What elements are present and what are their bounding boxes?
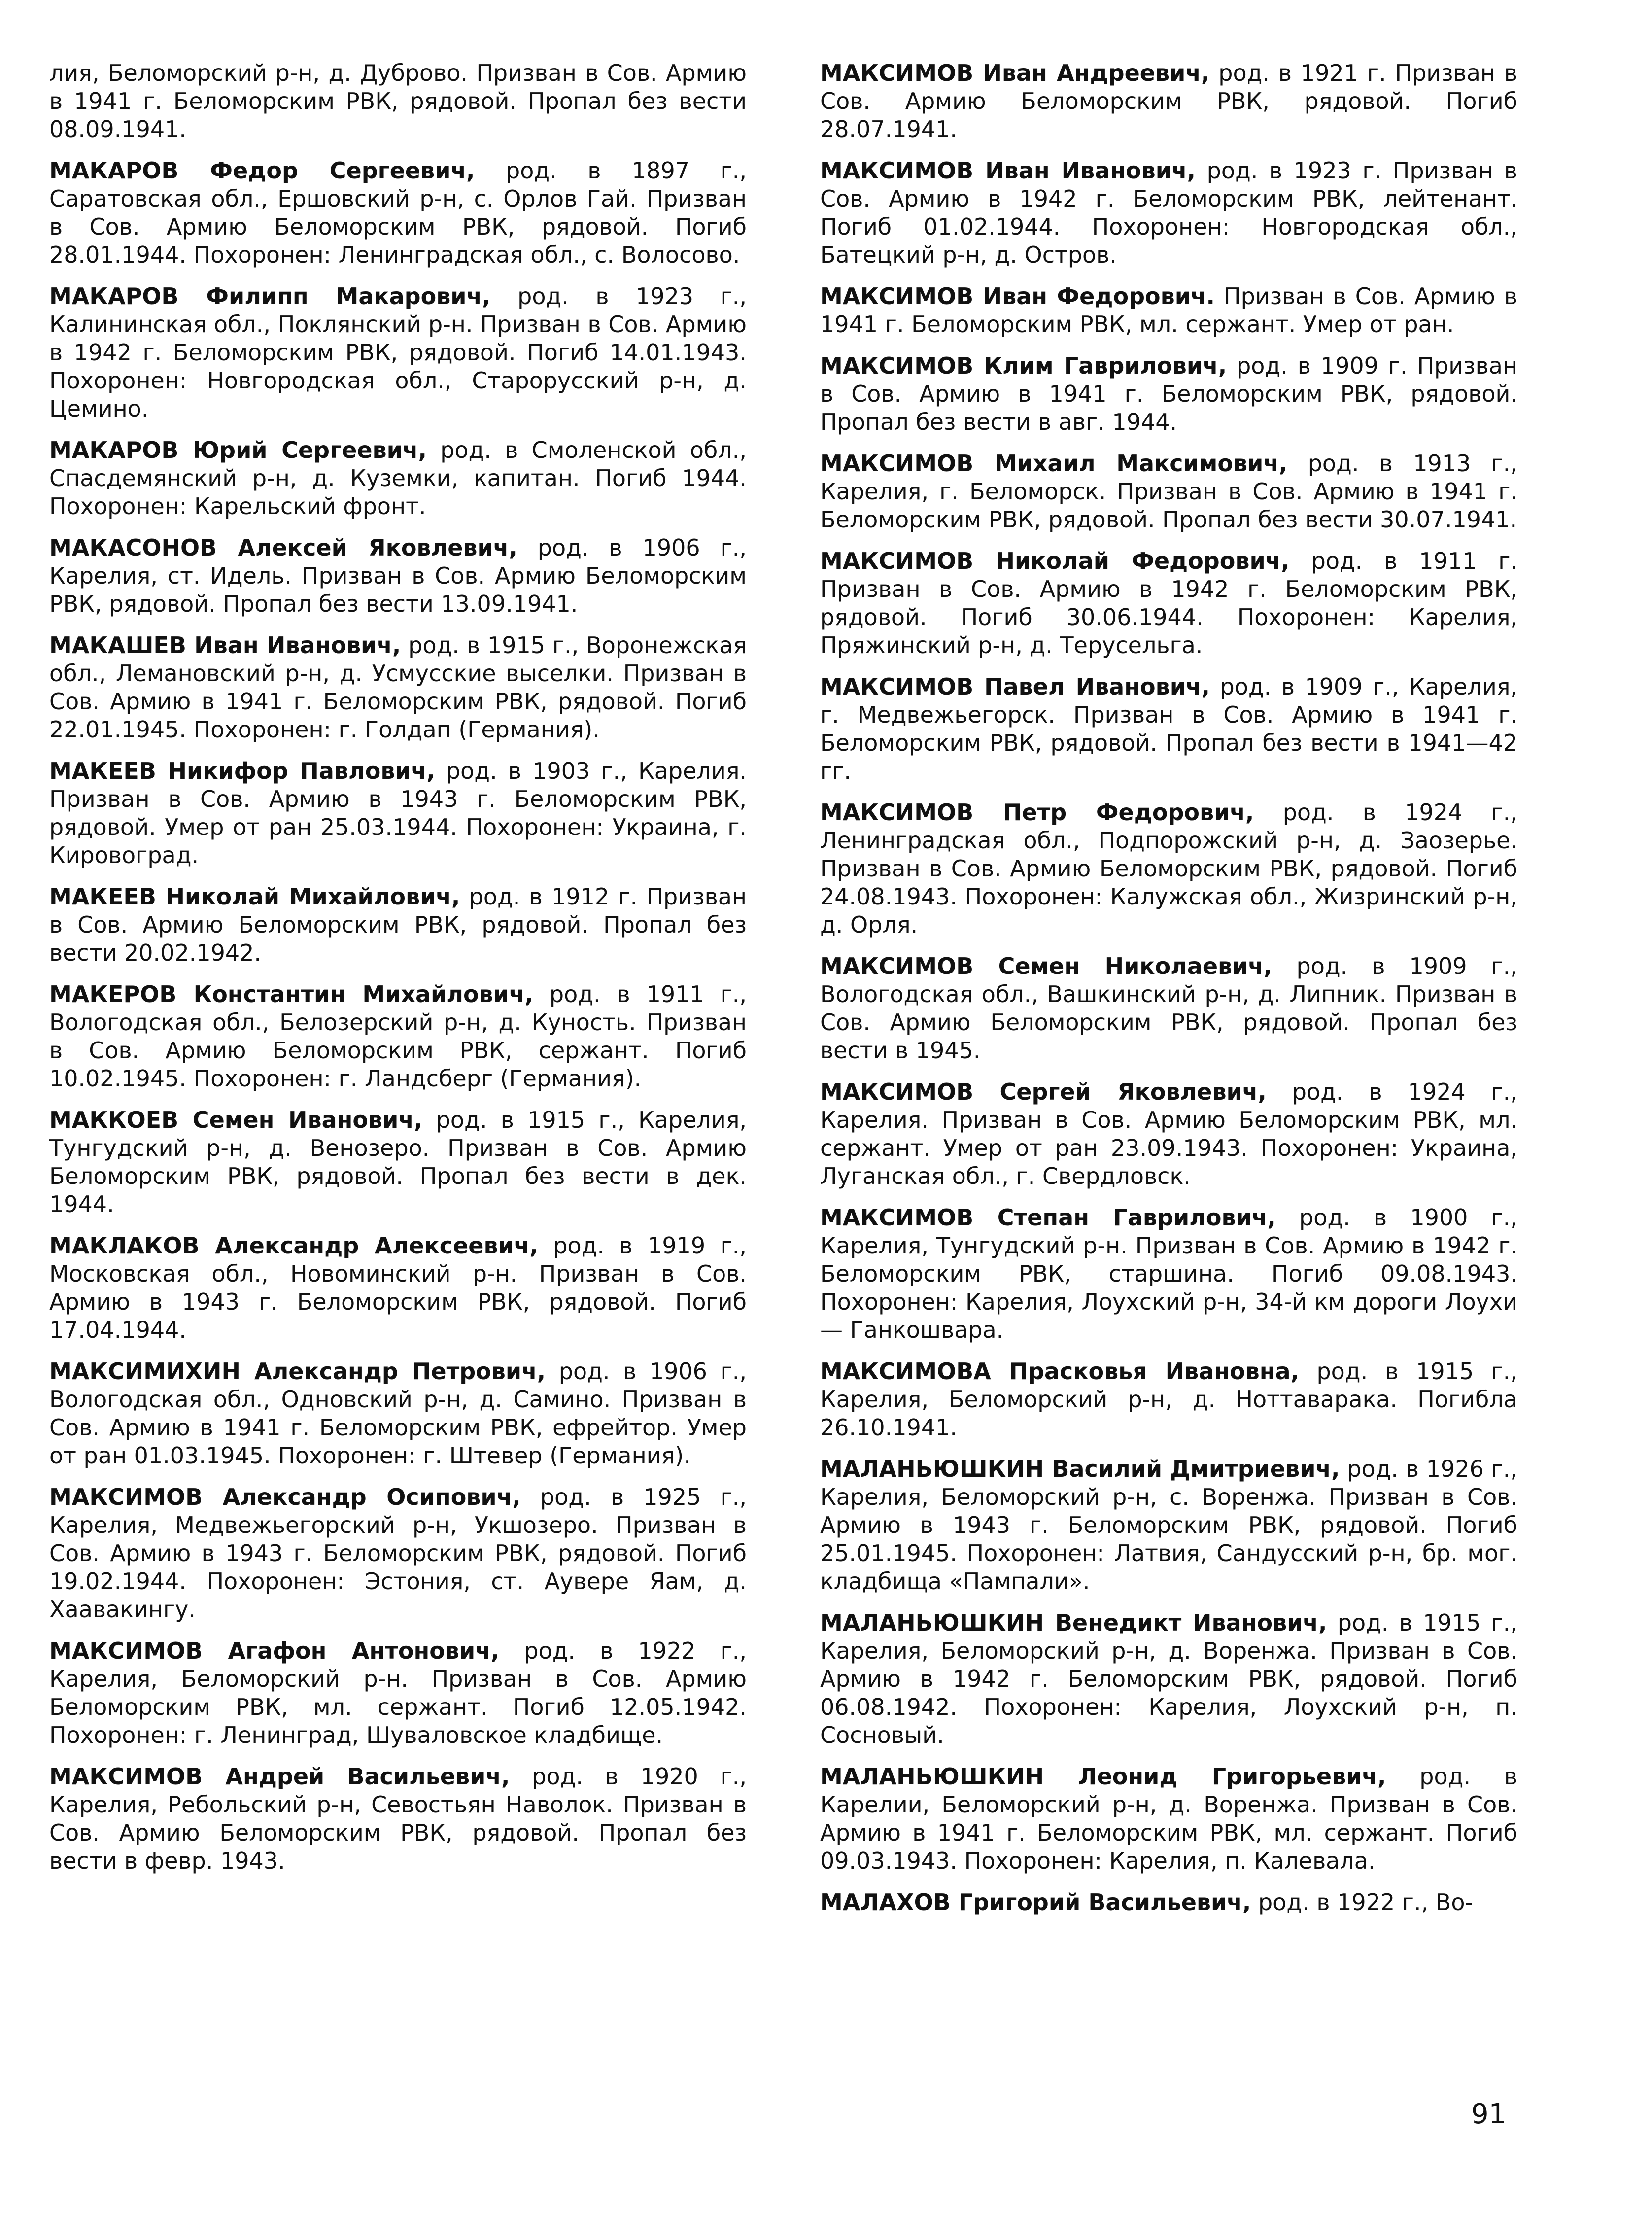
entry-text: род. в 1920 г., Карелия, Ребольский р-н, Севостьян Наволок. Призван в Сов. Армию Беломорским РВК, рядовой. Пропал без вести в февр. 1943.	[49, 1763, 747, 1874]
left-column	[49, 59, 747, 1888]
entry	[820, 952, 1517, 1065]
entry	[49, 1357, 747, 1470]
entry-text: род. в 1926 г., Карелия, Беломорский р-н, с. Воренжа. Призван в Сов. Армию в 1943 г. Беломорским РВК, рядовой. Погиб 25.01.1945. Похоронен: Латвия, Сандусский р-н, бр. мог. кладбища «Пампали».	[820, 1456, 1517, 1595]
entry-text: род. в 1921 г. Призван в Сов. Армию Беломорским РВК, рядовой. Погиб 28.07.1941.	[820, 60, 1517, 142]
entry-name: МАЛАНЬЮШКИН Василий Дмитриевич,	[820, 1456, 1340, 1482]
entry-text: род. в 1924 г., Карелия. Призван в Сов. Армию Беломорским РВК, мл. сержант. Умер от ран 23.09.1943. Похоронен: Украина, Луганская обл., г. Свердловск.	[820, 1078, 1517, 1189]
entry-text: род. в 1915 г., Карелия, Тунгудский р-н, д. Венозеро. Призван в Сов. Армию Беломорским РВК, рядовой. Пропал без вести в дек. 1944.	[49, 1107, 747, 1217]
entry	[820, 1763, 1517, 1875]
entry	[49, 1232, 747, 1344]
entry-name: МАКСИМОВ Андрей Васильевич,	[49, 1763, 510, 1790]
entry	[820, 1609, 1517, 1749]
entry-text: род. в Карелии, Беломорский р-н, д. Воренжа. Призван в Сов. Армию в 1941 г. Беломорским РВК, мл. сержант. Погиб 09.03.1943. Похоронен: Карелия, п. Калевала.	[820, 1763, 1518, 1874]
entry-name: МАКСИМИХИН Александр Петрович,	[49, 1358, 546, 1385]
entry-name: МАКСИМОВ Степан Гаврилович,	[820, 1204, 1276, 1231]
entry-name: МАКСИМОВ Николай Федорович,	[820, 548, 1290, 574]
entry-text: род. в 1911 г., Вологодская обл., Белозерский р-н, д. Куность. Призван в Сов. Армию Беломорским РВК, сержант. Погиб 10.02.1945. Похоронен: г. Ландсберг (Германия).	[49, 981, 747, 1092]
entry-name: МАКСИМОВ Михаил Максимович,	[820, 450, 1288, 477]
entry	[820, 547, 1517, 660]
entry-text: род. в 1925 г., Карелия, Медвежьегорский р-н, Укшозеро. Призван в Сов. Армию в 1943 г. Беломорским РВК, рядовой. Погиб 19.02.1944. Похоронен: Эстония, ст. Аувере Яам, д. Хаавакингу.	[49, 1484, 747, 1623]
entry-text: род. в 1903 г., Карелия. Призван в Сов. Армию в 1943 г. Беломорским РВК, рядовой. Умер от ран 25.03.1944. Похоронен: Украина, г. Кировоград.	[49, 758, 747, 869]
entry-text: род. в 1915 г., Воронежская обл., Лемановский р-н, д. Усмусские выселки. Призван в Сов. Армию в 1941 г. Беломорским РВК, рядовой. Погиб 22.01.1945. Похоронен: г. Голдап (Германия).	[49, 632, 747, 743]
entry	[820, 1078, 1517, 1190]
entry	[820, 1888, 1517, 1916]
entry-text: род. в 1923 г., Калининская обл., Поклянский р-н. Призван в Сов. Армию в 1942 г. Беломорским РВК, рядовой. Погиб 14.01.1943. Похоронен: Новгородская обл., Старорусский р-н, д. Цемино.	[49, 283, 747, 422]
entry-name: МАКАРОВ Юрий Сергеевич,	[49, 437, 427, 463]
entry-name: МАКСИМОВ Иван Иванович,	[820, 157, 1196, 184]
entry-name: МАКСИМОВ Сергей Яковлевич,	[820, 1078, 1267, 1105]
entry-text: род. в 1897 г., Саратовская обл., Ершовский р-н, с. Орлов Гай. Призван в Сов. Армию Беломорским РВК, рядовой. Погиб 28.01.1944. Похоронен: Ленинградская обл., с. Волосово.	[49, 157, 747, 268]
entry-text: род. в 1911 г. Призван в Сов. Армию в 1942 г. Беломорским РВК, рядовой. Погиб 30.06.1944. Похоронен: Карелия, Пряжинский р-н, д. Терусельга.	[820, 548, 1517, 659]
entry	[820, 352, 1517, 436]
entry	[49, 1763, 747, 1875]
entry-name: МАКАРОВ Федор Сергеевич,	[49, 157, 475, 184]
entry-name: МАКСИМОВ Павел Иванович,	[820, 673, 1210, 700]
entry-text: род. в 1924 г., Ленинградская обл., Подпорожский р-н, д. Заозерье. Призван в Сов. Армию Беломорским РВК, рядовой. Погиб 24.08.1943. Похоронен: Калужская обл., Жизринский р-н, д. Орля.	[820, 799, 1517, 938]
entry-text: род. в 1922 г., Во-	[1251, 1889, 1474, 1915]
entry-name: МАКАШЕВ Иван Иванович,	[49, 632, 401, 659]
entry-name: МАКАРОВ Филипп Макарович,	[49, 283, 491, 310]
entry	[49, 59, 747, 143]
entry	[49, 1483, 747, 1624]
entry-text: род. в 1906 г., Карелия, ст. Идель. Призван в Сов. Армию Беломорским РВК, рядовой. Пропал без вести 13.09.1941.	[49, 534, 747, 617]
entry-text: род. в 1906 г., Вологодская обл., Одновский р-н, д. Самино. Призван в Сов. Армию в 1941 г. Беломорским РВК, ефрейтор. Умер от ран 01.03.1945. Похоронен: г. Штевер (Германия).	[49, 1358, 747, 1469]
entry-name: МАКСИМОВ Иван Федорович.	[820, 283, 1215, 310]
entry-name: МАКСИМОВ Петр Федорович,	[820, 799, 1254, 826]
entry-name: МАКЕЕВ Никифор Павлович,	[49, 758, 435, 784]
entry	[49, 436, 747, 521]
entry-text: род. в 1909 г., Карелия, г. Медвежьегорск. Призван в Сов. Армию в 1941 г. Беломорским РВК, рядовой. Пропал без вести в 1941—42 гг.	[820, 673, 1518, 784]
entry-name: МАКАСОНОВ Алексей Яковлевич,	[49, 534, 517, 561]
entry-name: МАККОЕВ Семен Иванович,	[49, 1107, 423, 1133]
entry-text: род. в 1915 г., Карелия, Беломорский р-н, д. Воренжа. Призван в Сов. Армию в 1942 г. Беломорским РВК, рядовой. Погиб 06.08.1942. Похоронен: Карелия, Лоухский р-н, п. Сосновый.	[820, 1609, 1517, 1748]
entry-text: лия, Беломорский р-н, д. Дуброво. Призван в Сов. Армию в 1941 г. Беломорским РВК, рядовой. Пропал без вести 08.09.1941.	[49, 60, 747, 142]
entry-text: род. в 1900 г., Карелия, Тунгудский р-н. Призван в Сов. Армию в 1942 г. Беломорским РВК, старшина. Погиб 09.08.1943. Похоронен: Карелия, Лоухский р-н, 34-й км дороги Лоухи — Ганкошвара.	[820, 1204, 1517, 1343]
entry	[820, 157, 1517, 269]
entry	[49, 757, 747, 869]
entry	[49, 157, 747, 269]
entry	[820, 1455, 1517, 1596]
entry	[820, 282, 1517, 339]
entry-text: род. в 1915 г., Карелия, Беломорский р-н, д. Ноттаварака. Погибла 26.10.1941.	[820, 1358, 1517, 1441]
entry-text: Призван в Сов. Армию в 1941 г. Беломорским РВК, мл. сержант. Умер от ран.	[820, 283, 1517, 338]
entry-text: род. в Смоленской обл., Спасдемянский р-н, д. Куземки, капитан. Погиб 1944. Похоронен: Карельский фронт.	[49, 437, 747, 520]
entry-text: род. в 1923 г. Призван в Сов. Армию в 1942 г. Беломорским РВК, лейтенант. Погиб 01.02.1944. Похоронен: Новгородская обл., Батецкий р-н, д. Остров.	[820, 157, 1517, 268]
entry-name: МАКЛАКОВ Александр Алексеевич,	[49, 1232, 538, 1259]
right-column	[820, 59, 1517, 1930]
entry	[49, 980, 747, 1093]
entry	[820, 799, 1517, 939]
entry-text: род. в 1912 г. Призван в Сов. Армию Беломорским РВК, рядовой. Пропал без вести 20.02.1942.	[49, 883, 747, 966]
entry	[820, 1204, 1517, 1344]
entry-text: род. в 1909 г. Призван в Сов. Армию в 1941 г. Беломорским РВК, рядовой. Пропал без вести в авг. 1944.	[820, 352, 1517, 435]
entry	[820, 59, 1517, 143]
entry	[49, 631, 747, 744]
entry-name: МАКСИМОВ Клим Гаврилович,	[820, 352, 1227, 379]
entry-name: МАКСИМОВА Прасковья Ивановна,	[820, 1358, 1300, 1385]
entry	[49, 1637, 747, 1749]
entry	[820, 1357, 1517, 1442]
entry-name: МАЛАНЬЮШКИН Леонид Григорьевич,	[820, 1763, 1386, 1790]
entry	[820, 673, 1517, 785]
entry	[820, 450, 1517, 534]
entry-name: МАКСИМОВ Иван Андреевич,	[820, 60, 1210, 86]
entry-name: МАКСИМОВ Агафон Антонович,	[49, 1637, 500, 1664]
entry-name: МАКСИМОВ Семен Николаевич,	[820, 953, 1273, 979]
entry-name: МАКСИМОВ Александр Осипович,	[49, 1484, 521, 1510]
entry	[49, 883, 747, 967]
entry	[49, 282, 747, 423]
entry-text: род. в 1909 г., Вологодская обл., Вашкинский р-н, д. Липник. Призван в Сов. Армию Беломорским РВК, рядовой. Пропал без вести в 1945.	[820, 953, 1517, 1064]
entry-text: род. в 1913 г., Карелия, г. Беломорск. Призван в Сов. Армию в 1941 г. Беломорским РВК, рядовой. Пропал без вести 30.07.1941.	[820, 450, 1517, 533]
entry-name: МАКЕЕВ Николай Михайлович,	[49, 883, 460, 910]
entry-name: МАКЕРОВ Константин Михайлович,	[49, 981, 533, 1008]
entry	[49, 534, 747, 618]
entry-name: МАЛАНЬЮШКИН Венедикт Иванович,	[820, 1609, 1327, 1636]
entry	[49, 1106, 747, 1218]
entry-name: МАЛАХОВ Григорий Васильевич,	[820, 1889, 1251, 1915]
entry-text: род. в 1922 г., Карелия, Беломорский р-н. Призван в Сов. Армию Беломорским РВК, мл. сержант. Погиб 12.05.1942. Похоронен: г. Ленинград, Шуваловское кладбище.	[49, 1637, 747, 1748]
page-number: 91	[1471, 2098, 1507, 2130]
entry-text: род. в 1919 г., Московская обл., Новоминский р-н. Призван в Сов. Армию в 1943 г. Беломорским РВК, рядовой. Погиб 17.04.1944.	[49, 1232, 747, 1343]
